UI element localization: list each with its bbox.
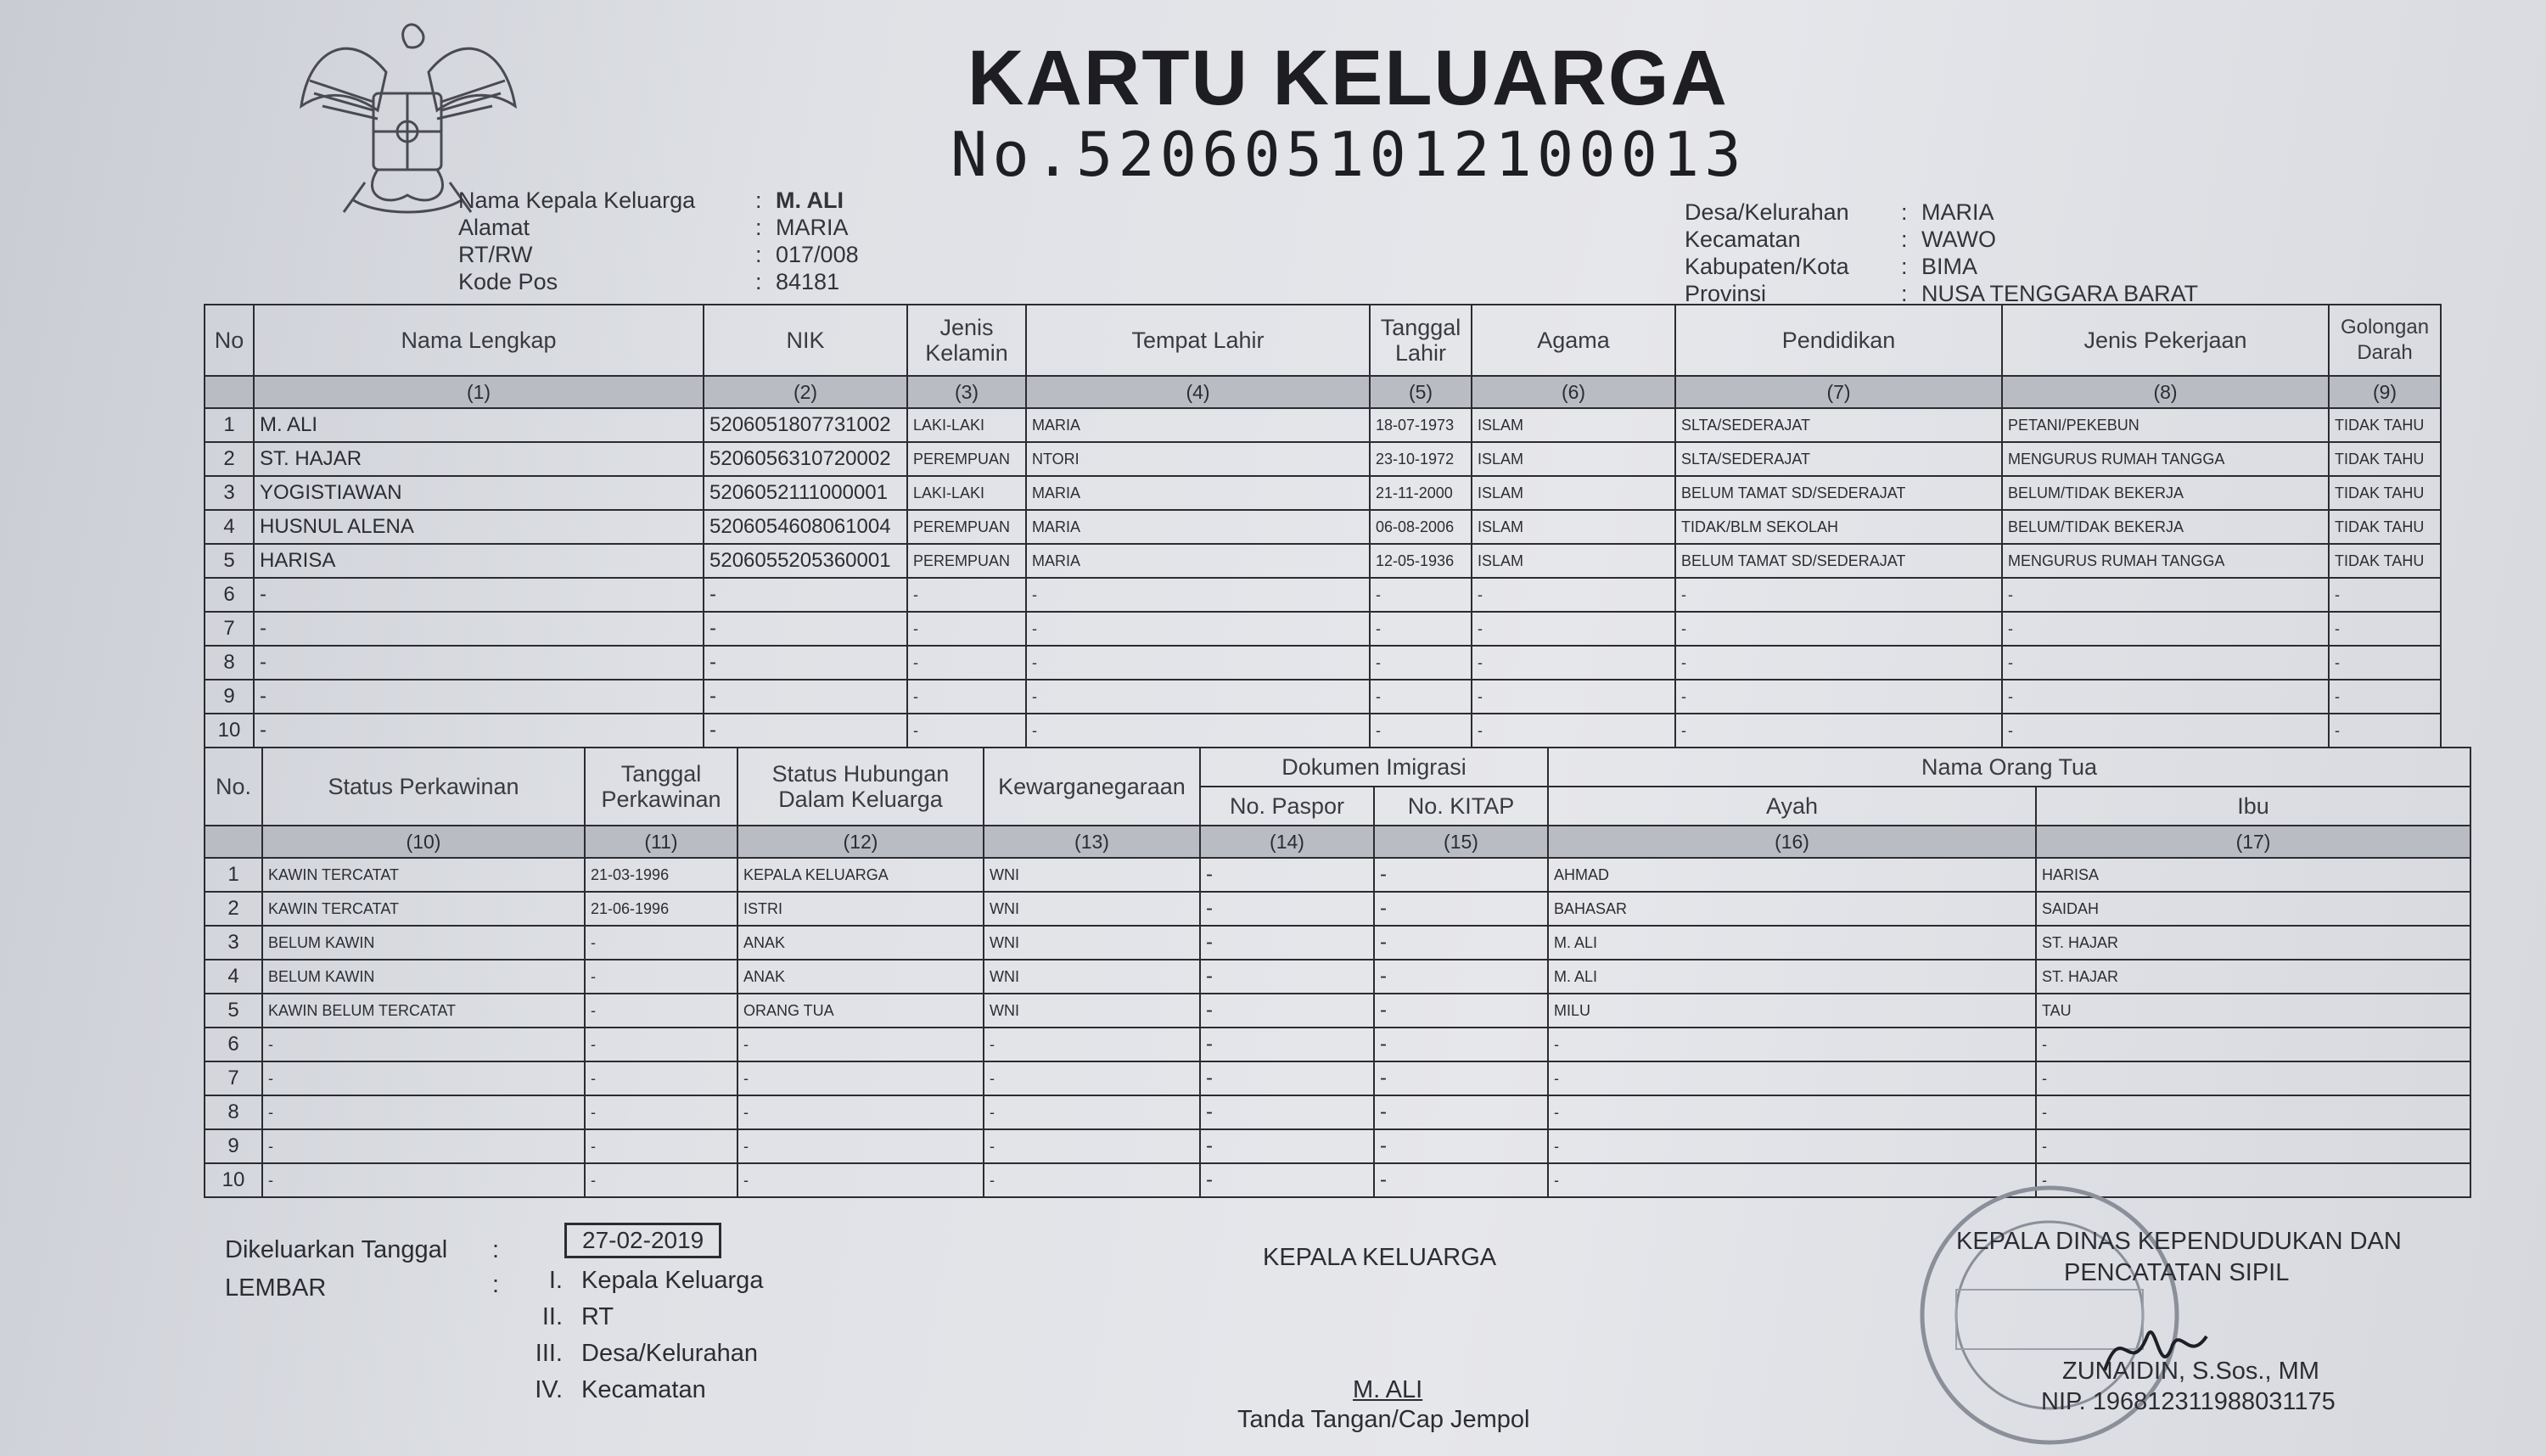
table-cell: - [1370, 680, 1472, 714]
table-row [205, 926, 2470, 960]
table-cell: - [1026, 646, 1370, 680]
table-cell: - [2329, 578, 2441, 612]
table-cell: MENGURUS RUMAH TANGGA [2002, 442, 2329, 476]
column-number: (11) [585, 826, 737, 858]
column-number: (10) [262, 826, 585, 858]
sheet-item: II. RT [541, 1303, 614, 1330]
table-cell: - [2329, 612, 2441, 646]
signature-caption: Tanda Tangan/Cap Jempol [1237, 1406, 1530, 1433]
row-number: 6 [205, 578, 254, 612]
table-cell: ISLAM [1472, 476, 1675, 510]
table-cell: BELUM KAWIN [262, 960, 585, 994]
table-cell: - [2002, 612, 2329, 646]
table-cell: WNI [984, 926, 1200, 960]
row-number: 9 [205, 1129, 262, 1163]
info-value: BIMA [1921, 254, 1978, 279]
column-number: (8) [2002, 376, 2329, 408]
table-cell: - [704, 714, 907, 748]
column-number: (2) [704, 376, 907, 408]
header-status-perkawinan: Status Perkawinan [262, 748, 585, 826]
table-cell: WNI [984, 994, 1200, 1028]
document-number: No.5206051012100013 [951, 119, 1747, 190]
row-number: 5 [205, 994, 262, 1028]
info-value: M. ALI [776, 188, 844, 213]
header-ayah: Ayah [1548, 787, 2036, 826]
table-cell: - [984, 1028, 1200, 1061]
table-cell: - [1374, 960, 1548, 994]
table-cell: - [585, 1028, 737, 1061]
table-cell: - [1374, 994, 1548, 1028]
row-number: 7 [205, 1061, 262, 1095]
document-title: KARTU KELUARGA [967, 35, 1729, 121]
table-cell: - [1370, 612, 1472, 646]
table-cell: - [1200, 1095, 1374, 1129]
table-cell: - [1026, 680, 1370, 714]
row-number: 4 [205, 960, 262, 994]
table-cell: MARIA [1026, 544, 1370, 578]
table-cell: - [254, 646, 704, 680]
table-cell: - [1370, 714, 1472, 748]
column-number: (12) [737, 826, 984, 858]
table-cell: KAWIN BELUM TERCATAT [262, 994, 585, 1028]
table-cell: - [704, 680, 907, 714]
right-info [1685, 199, 2198, 307]
row-number: 1 [205, 858, 262, 892]
table-cell: - [1200, 960, 1374, 994]
info-row: Kecamatan : WAWO [1685, 227, 1996, 252]
table-cell: - [2036, 1163, 2470, 1197]
table-cell: - [2036, 1095, 2470, 1129]
table-cell: ORANG TUA [737, 994, 984, 1028]
table-cell: - [1200, 926, 1374, 960]
table-cell: - [262, 1061, 585, 1095]
table-cell: - [1026, 612, 1370, 646]
table-cell: - [1370, 646, 1472, 680]
header-golongan-darah: Golongan Darah [2329, 305, 2441, 376]
table-cell: BELUM TAMAT SD/SEDERAJAT [1675, 544, 2002, 578]
table-cell: WNI [984, 858, 1200, 892]
header-kewarganegaraan: Kewarganegaraan [984, 748, 1200, 826]
sheet-item: III. Desa/Kelurahan [535, 1340, 758, 1367]
issued-date-colon: : [492, 1236, 500, 1263]
issued-date: 27-02-2019 [564, 1223, 721, 1258]
table-cell: - [984, 1163, 1200, 1197]
table-cell: BELUM/TIDAK BEKERJA [2002, 510, 2329, 544]
table-cell: - [585, 1129, 737, 1163]
info-label: Kode Pos [458, 269, 558, 294]
column-number: (15) [1374, 826, 1548, 858]
table-cell: 5206054608061004 [704, 510, 907, 544]
table-cell: - [1374, 926, 1548, 960]
table-cell: - [907, 680, 1026, 714]
table-cell: SAIDAH [2036, 892, 2470, 926]
table-cell: - [2329, 680, 2441, 714]
table-cell: - [1374, 1163, 1548, 1197]
table-cell: - [254, 578, 704, 612]
table-row [205, 714, 2441, 748]
sheet-list [513, 1263, 763, 1408]
table-cell: YOGISTIAWAN [254, 476, 704, 510]
table-row [205, 612, 2441, 646]
table-cell: - [585, 994, 737, 1028]
table-cell: - [2002, 680, 2329, 714]
info-value: NUSA TENGGARA BARAT [1921, 281, 2199, 306]
table-cell: - [1200, 1028, 1374, 1061]
table-cell: - [1374, 1028, 1548, 1061]
info-label: Alamat [458, 215, 530, 240]
table-cell: TIDAK TAHU [2329, 442, 2441, 476]
table-cell: BELUM TAMAT SD/SEDERAJAT [1675, 476, 2002, 510]
column-number: (16) [1548, 826, 2036, 858]
header-jenis-kelamin: Jenis Kelamin [907, 305, 1026, 376]
table-cell: - [585, 1163, 737, 1197]
info-row: Alamat : MARIA [458, 215, 849, 240]
table-cell: - [1675, 612, 2002, 646]
info-row: RT/RW : 017/008 [458, 242, 859, 267]
header-agama: Agama [1472, 305, 1675, 376]
info-value: WAWO [1921, 227, 1996, 252]
table-cell: - [1675, 680, 2002, 714]
table-row [205, 1095, 2470, 1129]
table-row [205, 578, 2441, 612]
table-cell: LAKI-LAKI [907, 476, 1026, 510]
table-cell: - [907, 646, 1026, 680]
table-cell: HARISA [254, 544, 704, 578]
header-tanggal-perkawinan: Tanggal Perkawinan [585, 748, 737, 826]
table-cell: KEPALA KELUARGA [737, 858, 984, 892]
table-cell: - [254, 680, 704, 714]
table-cell: MARIA [1026, 408, 1370, 442]
table-cell: - [704, 646, 907, 680]
row-number: 6 [205, 1028, 262, 1061]
row-number: 4 [205, 510, 254, 544]
table-cell: TIDAK/BLM SEKOLAH [1675, 510, 2002, 544]
header-no-kitap: No. KITAP [1374, 787, 1548, 826]
table-cell: TIDAK TAHU [2329, 476, 2441, 510]
table-row [205, 892, 2470, 926]
table-cell: - [984, 1095, 1200, 1129]
header-dokumen-imigrasi: Dokumen Imigrasi [1200, 748, 1548, 787]
table-cell: ISLAM [1472, 442, 1675, 476]
table-cell: TIDAK TAHU [2329, 408, 2441, 442]
table-cell: - [737, 1129, 984, 1163]
table-cell: - [254, 714, 704, 748]
table-cell: MARIA [1026, 476, 1370, 510]
table-cell: - [585, 1061, 737, 1095]
info-value: 017/008 [776, 242, 859, 267]
table-cell: BAHASAR [1548, 892, 2036, 926]
table-row [205, 442, 2441, 476]
official-name: ZUNAIDIN, S.Sos., MM [2062, 1358, 2319, 1385]
table-cell: - [1374, 1129, 1548, 1163]
header-no: No. [205, 748, 262, 826]
table-cell: ANAK [737, 960, 984, 994]
table-cell: WNI [984, 892, 1200, 926]
table-cell: ISLAM [1472, 544, 1675, 578]
info-label: RT/RW [458, 242, 533, 267]
table-cell: - [1548, 1061, 2036, 1095]
table-cell: MILU [1548, 994, 2036, 1028]
table-cell: - [262, 1028, 585, 1061]
table-cell: - [1472, 714, 1675, 748]
table-cell: - [1675, 578, 2002, 612]
table-row [205, 1061, 2470, 1095]
row-number: 10 [205, 714, 254, 748]
table-cell: SLTA/SEDERAJAT [1675, 408, 2002, 442]
table-cell: ST. HAJAR [2036, 960, 2470, 994]
head-of-family-name: M. ALI [1353, 1376, 1423, 1403]
office-title-line-2: PENCATATAN SIPIL [2064, 1259, 2290, 1286]
table-cell: SLTA/SEDERAJAT [1675, 442, 2002, 476]
row-number: 7 [205, 612, 254, 646]
info-value: 84181 [776, 269, 840, 294]
table-cell: - [907, 714, 1026, 748]
issued-date-label: Dikeluarkan Tanggal [225, 1236, 448, 1263]
table-cell: ISLAM [1472, 408, 1675, 442]
table-cell: - [1675, 714, 2002, 748]
info-label: Nama Kepala Keluarga [458, 188, 696, 213]
info-row: Nama Kepala Keluarga : M. ALI [458, 188, 844, 213]
table-cell: - [1548, 1129, 2036, 1163]
table-cell: - [1374, 858, 1548, 892]
table-cell: - [1026, 578, 1370, 612]
table-cell: - [1200, 1163, 1374, 1197]
column-number: (9) [2329, 376, 2441, 408]
table-cell: - [1472, 646, 1675, 680]
table-cell: KAWIN TERCATAT [262, 858, 585, 892]
left-info [458, 187, 859, 295]
table-cell: M. ALI [1548, 960, 2036, 994]
table-cell: - [1548, 1095, 2036, 1129]
header-jenis-pekerjaan: Jenis Pekerjaan [2002, 305, 2329, 376]
table-cell: - [254, 612, 704, 646]
table-cell: - [2329, 714, 2441, 748]
table-cell: LAKI-LAKI [907, 408, 1026, 442]
info-value: MARIA [1921, 199, 1994, 225]
table-cell: PETANI/PEKEBUN [2002, 408, 2329, 442]
table-cell: TIDAK TAHU [2329, 544, 2441, 578]
table-cell: ANAK [737, 926, 984, 960]
info-label: Kecamatan [1685, 227, 1801, 252]
header-status-hubungan: Status Hubungan Dalam Keluarga [737, 748, 984, 826]
table-row [205, 960, 2470, 994]
header-nik: NIK [704, 305, 907, 376]
table-cell: 5206051807731002 [704, 408, 907, 442]
row-number: 5 [205, 544, 254, 578]
table-cell: - [2036, 1129, 2470, 1163]
table-row [205, 994, 2470, 1028]
table-cell: - [1472, 680, 1675, 714]
table-cell: M. ALI [254, 408, 704, 442]
column-number: (14) [1200, 826, 1374, 858]
table-cell: - [585, 1095, 737, 1129]
table-cell: - [585, 926, 737, 960]
table-cell: - [2002, 714, 2329, 748]
column-number: (6) [1472, 376, 1675, 408]
header-nama-lengkap: Nama Lengkap [254, 305, 704, 376]
info-label: Desa/Kelurahan [1685, 199, 1849, 225]
table-row [205, 510, 2441, 544]
table-cell: - [1200, 892, 1374, 926]
table-cell: 18-07-1973 [1370, 408, 1472, 442]
table-cell: - [262, 1095, 585, 1129]
table-row [205, 476, 2441, 510]
table-cell: 5206056310720002 [704, 442, 907, 476]
sheet-colon: : [492, 1271, 500, 1298]
table-cell: - [1548, 1163, 2036, 1197]
table-cell: 21-06-1996 [585, 892, 737, 926]
info-value: MARIA [776, 215, 849, 240]
office-title-line-1: KEPALA DINAS KEPENDUDUKAN DAN [1956, 1228, 2402, 1255]
table-cell: PEREMPUAN [907, 510, 1026, 544]
row-number: 2 [205, 892, 262, 926]
table-cell: - [704, 578, 907, 612]
info-label: Kabupaten/Kota [1685, 254, 1849, 279]
table-cell: KAWIN TERCATAT [262, 892, 585, 926]
table-cell: NTORI [1026, 442, 1370, 476]
table-cell: PEREMPUAN [907, 544, 1026, 578]
header-tanggal-lahir: Tanggal Lahir [1370, 305, 1472, 376]
table-cell: - [1472, 612, 1675, 646]
table-row [205, 646, 2441, 680]
table-cell: 21-11-2000 [1370, 476, 1472, 510]
column-number: (3) [907, 376, 1026, 408]
header-tempat-lahir: Tempat Lahir [1026, 305, 1370, 376]
table-cell: M. ALI [1548, 926, 2036, 960]
table-cell: AHMAD [1548, 858, 2036, 892]
table-cell: - [1374, 892, 1548, 926]
table-cell: - [1026, 714, 1370, 748]
table-cell: BELUM KAWIN [262, 926, 585, 960]
row-number: 3 [205, 476, 254, 510]
table-cell: ISLAM [1472, 510, 1675, 544]
header-no-paspor: No. Paspor [1200, 787, 1374, 826]
table-cell: - [585, 960, 737, 994]
column-number-row [205, 376, 2441, 408]
column-number: (17) [2036, 826, 2470, 858]
column-number: (7) [1675, 376, 2002, 408]
table-cell: - [2002, 646, 2329, 680]
table-cell: MARIA [1026, 510, 1370, 544]
table-cell: - [2329, 646, 2441, 680]
table-cell: - [984, 1061, 1200, 1095]
info-row: Desa/Kelurahan : MARIA [1685, 199, 1994, 225]
official-nip: NIP. 196812311988031175 [2041, 1388, 2336, 1415]
table-cell: ST. HAJAR [254, 442, 704, 476]
family-members-table [204, 304, 2442, 748]
table-cell: HARISA [2036, 858, 2470, 892]
table-cell: MENGURUS RUMAH TANGGA [2002, 544, 2329, 578]
sheet-item: IV. Kecamatan [535, 1376, 706, 1403]
column-number: (4) [1026, 376, 1370, 408]
head-of-family-title: KEPALA KELUARGA [1263, 1244, 1497, 1271]
table-cell: 23-10-1972 [1370, 442, 1472, 476]
row-number: 3 [205, 926, 262, 960]
table-cell: HUSNUL ALENA [254, 510, 704, 544]
table-cell: - [262, 1163, 585, 1197]
table-cell: 06-08-2006 [1370, 510, 1472, 544]
info-row: Kabupaten/Kota : BIMA [1685, 254, 1978, 279]
table-cell: - [1370, 578, 1472, 612]
table-cell: - [1200, 858, 1374, 892]
table-cell: 21-03-1996 [585, 858, 737, 892]
table-cell: - [737, 1061, 984, 1095]
table-cell: - [1472, 578, 1675, 612]
table-cell: 5206052111000001 [704, 476, 907, 510]
header-ibu: Ibu [2036, 787, 2470, 826]
table-cell: - [907, 612, 1026, 646]
info-label: Provinsi [1685, 281, 1767, 306]
table-cell: TIDAK TAHU [2329, 510, 2441, 544]
info-row: Provinsi : NUSA TENGGARA BARAT [1685, 281, 2199, 306]
table-cell: - [2036, 1061, 2470, 1095]
table-cell: - [1374, 1095, 1548, 1129]
table-row [205, 680, 2441, 714]
table-cell: WNI [984, 960, 1200, 994]
header-nama-orang-tua: Nama Orang Tua [1548, 748, 2470, 787]
table-row [205, 408, 2441, 442]
table-cell: - [1200, 1061, 1374, 1095]
table-cell: - [1200, 1129, 1374, 1163]
table-cell: BELUM/TIDAK BEKERJA [2002, 476, 2329, 510]
table-row [205, 544, 2441, 578]
row-number: 9 [205, 680, 254, 714]
table-cell: - [1548, 1028, 2036, 1061]
table-cell: - [1200, 994, 1374, 1028]
column-number: (13) [984, 826, 1200, 858]
table-row [205, 1129, 2470, 1163]
table-cell: TAU [2036, 994, 2470, 1028]
table-cell: - [737, 1095, 984, 1129]
column-number: (1) [254, 376, 704, 408]
table-cell: - [2002, 578, 2329, 612]
table-cell: ST. HAJAR [2036, 926, 2470, 960]
row-number: 8 [205, 646, 254, 680]
table-cell: 12-05-1936 [1370, 544, 1472, 578]
column-number-row [205, 826, 2470, 858]
table-cell: 5206055205360001 [704, 544, 907, 578]
table-cell: PEREMPUAN [907, 442, 1026, 476]
table-cell: - [704, 612, 907, 646]
sheet-label: LEMBAR [225, 1274, 327, 1302]
table-cell: - [737, 1028, 984, 1061]
table-cell: - [737, 1163, 984, 1197]
row-number: 2 [205, 442, 254, 476]
table-cell: - [2036, 1028, 2470, 1061]
table-row [205, 1028, 2470, 1061]
row-number: 10 [205, 1163, 262, 1197]
header-no: No [205, 305, 254, 376]
column-number: (5) [1370, 376, 1472, 408]
family-status-table [204, 747, 2471, 1198]
table-cell: - [1675, 646, 2002, 680]
sheet-item: I. Kepala Keluarga [548, 1267, 764, 1294]
table-cell: ISTRI [737, 892, 984, 926]
table-cell: - [262, 1129, 585, 1163]
table-cell: - [984, 1129, 1200, 1163]
header-pendidikan: Pendidikan [1675, 305, 2002, 376]
table-cell: - [1374, 1061, 1548, 1095]
info-row: Kode Pos : 84181 [458, 269, 840, 294]
row-number: 1 [205, 408, 254, 442]
table-row [205, 858, 2470, 892]
table-cell: - [907, 578, 1026, 612]
row-number: 8 [205, 1095, 262, 1129]
